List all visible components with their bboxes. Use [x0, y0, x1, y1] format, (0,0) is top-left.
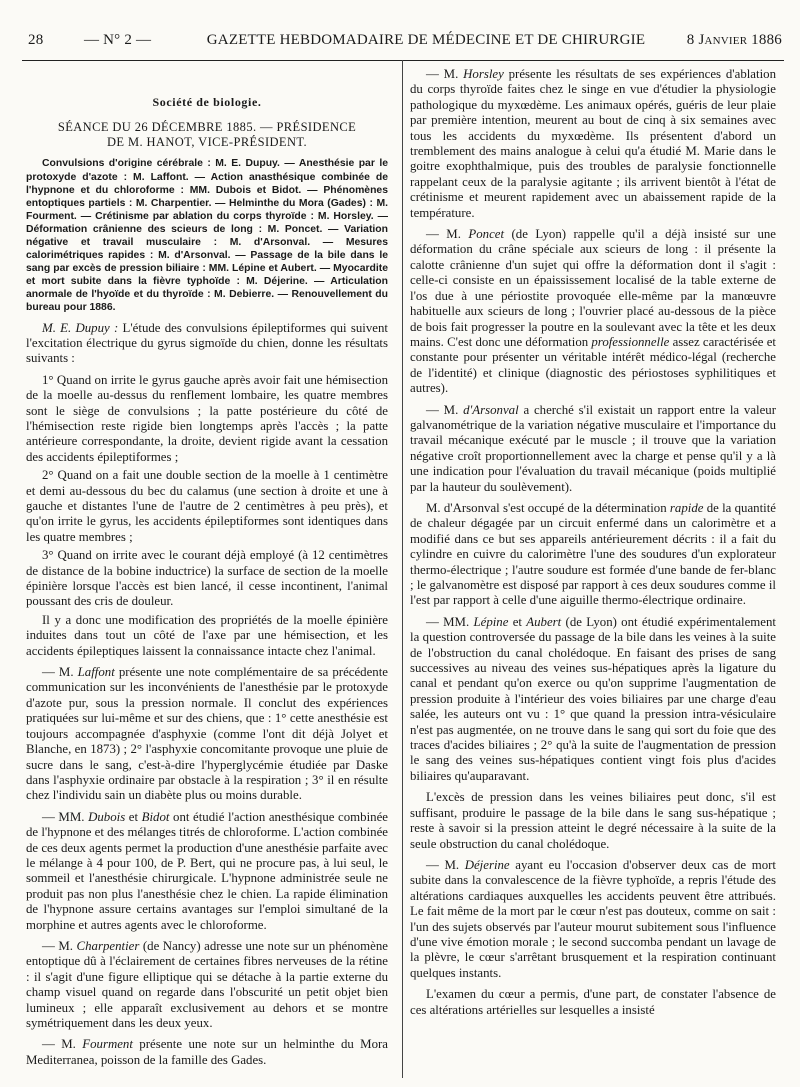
emphasis: professionnelle [591, 334, 670, 349]
conjunction: et [508, 614, 527, 629]
dash-prefix: — M. [42, 665, 78, 680]
paragraph-text: (de Lyon) ont étudié expérimentalement la question controversée du passage de la bile dans les veines à la suite de l'obstruction du canal cholédoque. En faisant des prises de sang successives au niveau des veines sus-hépatiques après la ligature du canal et pendant qu'on exerce ou qu'on supprime l'augmentation de pression produite à l'intérieur des voies biliaires par une charge d'eau salée, les auteurs ont vu : 1° que quand la pression intra-vésiculaire n'est pas augmentée, on ne trouve dans le sang qui sort du foie que des traces d'acides biliaires ; 2° qu'à la suite de l'augmentation de pression le sang des veines sus-hépatiques contient vingt fois plus d'acides biliaires qu'auparavant. [410, 614, 776, 783]
paragraph-conclusion: Il y a donc une modification des propriétés de la moelle épinière induites dans tout un côté de l'axe par une hémisection, et les accidents épileptiques laissent la connaissance intacte chez l'animal. [26, 612, 388, 658]
running-header [22, 28, 784, 61]
author-name: Charpentier [76, 938, 140, 953]
session-heading [26, 120, 388, 150]
dash-prefix: — M. [42, 1037, 83, 1052]
paragraph-arsonval-2 [410, 501, 776, 609]
paragraph-heart-exam: L'examen du cœur a permis, d'une part, de constater l'absence de ces altérations artérielles sur lesquelles a insisté [410, 987, 776, 1017]
dash-prefix: — M. [42, 938, 77, 953]
session-line-2: DE M. HANOT, VICE-PRÉSIDENT. [106, 135, 308, 150]
paragraph-arsonval-1 [410, 403, 776, 495]
conjunction: et [125, 809, 142, 824]
author-name: Dubois [88, 809, 126, 824]
paragraph-text: assez caractérisée et constante pour présenter un véritable intérêt médico-légal (recherche de l'identité) et clinique (diagnostic des périostoses syphilitiques et autres). [410, 334, 776, 396]
session-summary: Convulsions d'origine cérébrale : M. E. Dupuy. — Anesthésie par le protoxyde d'azote : M. Laffont. — Action anasthésique combinée de l'hypnone et du chloroforme : MM. Dubois et Bidot. — Phénomènes entoptiques partiels : M. Charpentier. — Helminthe du Mora (Gades) : M. Fourment. — Crétinisme par ablation du corps thyroïde : M. Horsley. — Déformation crânienne des scieurs de long : M. Poncet. — Variation négative et travail musculaire : M. d'Arsonval. — Mesures calorimétriques rapides : M. d'Arsonval. — Passage de la bile dans le sang par excès de pression biliaire : MM. Lépine et Aubert. — Myocardite et mort subite dans la fièvre typhoïde : M. Déjerine. — Articulation anormale de l'hyoïde et du thyroïde : M. Debierre. — Renouvellement du bureau pour 1886. [26, 158, 388, 314]
dash-prefix: — M. [426, 67, 464, 81]
paragraph-point-1: 1° Quand on irrite le gyrus gauche après avoir fait une hémisection de la moelle au-dessus du renflement lombaire, les quatre membres sont le siège de convulsions ; la patte postérieure du côté de l'hémisection reste rigide bien longtemps après l'accès ; la patte antérieure correspondante, la droite, devient rigide avant la cessation des accidents épileptiformes ; [26, 372, 388, 464]
column-divider [402, 60, 403, 1078]
paragraph-text: (de Lyon) rappelle qu'il a déjà insisté sur une déformation du crâne spéciale aux scieurs de long : il présente la calotte crânienne d'un sujet qui offre la déformation dont il s'agit : celle-ci consiste en un épaississement localisé de la table externe de l'os due à une périostite provoquée elle-même par la manœuvre habituelle aux scieurs de long ; l'ouvrier placé au-dessous de la pièce de bois fait progresser la poutre en la soulevant avec la tête et les deux mains. C'est donc une déformation [410, 227, 776, 349]
emphasis: rapide [669, 500, 704, 515]
paragraph-lepine-aubert [410, 615, 776, 784]
session-line-1: SÉANCE DU 26 DÉCEMBRE 1885. — PRÉSIDENCE [57, 120, 357, 135]
paragraph-point-3: 3° Quand on irrite avec le courant déjà employé (à 12 centimètres de distance de la bobine inductrice) la surface de section de la moelle épinière lorsque l'accès est bien lancé, il cesse incontinent, l'animal poussant des cris de douleur. [26, 548, 388, 609]
author-name: M. E. Dupuy : [42, 320, 119, 335]
paragraph-text: présente une note sur un helminthe du Mora Mediterranea, poisson de la famille des Gades. [26, 1037, 388, 1067]
paragraph-bile-pressure: L'excès de pression dans les veines biliaires peut donc, s'il est suffisant, produire le passage de la bile dans le sang sus-hépatique ; reste à savoir si la pression atteint le degré nécessaire à la suite de la seule obstruction du canal cholédoque. [410, 790, 776, 851]
section-title: Société de biologie. [152, 95, 262, 109]
paragraph-charpentier [26, 939, 388, 1031]
paragraph-text: de la quantité de chaleur dégagée par un circuit enfermé dans un calorimètre et a modifié dans ce but ses appareils antérieurement décrits : il a fait du cylindre en cuivre du calorimètre l'une des soudures d'un explorateur thermo-électrique ; l'autre soudure est formée d'une bande de fer-blanc ; le galvanomètre est disposé par rapport à ces deux soudures comme il l'est par rapport à celle d'une aiguille thermo-électrique ordinaire. [410, 500, 776, 608]
paragraph-text: présente une note complémentaire de sa précédente communication sur les inconvénients de l'anesthésie par le protoxyde d'azote pur, sous la pression normale. Il conclut des expériences pratiquées sur lui-même et sur des chiens, que : 1° cette anesthésie est toujours accompagnée d'asphyxie (comme l'ont dit déjà Jolyet et Blanche, en 1873) ; 2° l'asphyxie concomitante provoque une pluie de sucre dans le sang, c'est-à-dire l'hyperglycémie étudiée par Daske dans l'asphyxie ordinaire par obstacle à la respiration ; 3° il en résulte chez l'individu sain un diabète plus ou moins durable. [26, 665, 388, 803]
paragraph-text: a cherché s'il existait un rapport entre la valeur galvanométrique de la variation négative musculaire et l'importance du travail mécanique exécuté par le muscle ; il trouve que la variation négative croît proportionnellement avec la charge et pense qu'il y a là une indication pour l'évaluation du travail mécanique (poids multiplié par la hauteur du soulèvement). [410, 402, 776, 494]
paragraph-poncet [410, 227, 776, 396]
paragraph-laffont [26, 665, 388, 804]
paragraph-fourment [26, 1037, 388, 1068]
author-name: d'Arsonval [463, 402, 519, 417]
author-name: Fourment [82, 1037, 133, 1052]
author-name: Poncet [468, 227, 505, 242]
paragraph-text: M. d'Arsonval s'est occupé de la détermination [426, 500, 670, 515]
paragraph-point-2: 2° Quand on a fait une double section de la moelle à 1 centimètre et demi au-dessous du bec du calamus (une section à droite et une à gauche et distantes l'une de l'autre de 2 centimètres à peu près), et qu'on irrite le gyrus, les accidents épileptiformes sont identiques dans les quatre membres ; [26, 468, 388, 544]
author-name: Lépine [473, 614, 509, 629]
paragraph-dubois-bidot [26, 810, 388, 933]
paragraph-text: présente les résultats de ses expériences d'ablation du corps thyroïde faites chez le singe en vue d'étudier la physiologie pathologique du myxœdème. Les animaux opérés, guéris de leur plaie par première intention, meurent au bout de cinq à six semaines avec tous les accidents du myxœdème. Ils présentent d'abord un tremblement des mains analogue à celui qu'a étudié M. Marie dans le goitre exophthalmique, puis des troubles de paralysie fonctionnelle rappelant ceux de la paralysie agitante ; ils arrivent bientôt à l'état de crétinisme et meurent rapidement avec un abaissement rapide de la température. [410, 67, 776, 220]
dash-prefix: — M. [426, 227, 469, 242]
page-number: 28 [28, 32, 44, 48]
author-name: Laffont [77, 665, 115, 680]
author-name: Horsley [463, 67, 504, 81]
paragraph-text: ont étudié l'action anesthésique combinée de l'hypnone et des mélanges titrés de chloroforme. L'action combinée de ces deux agents permet la production d'une anesthésie parfaite avec le mélange à 4 pour 100, de P. Bert, qui ne procure pas, à lui seul, le sommeil et l'anesthésie chirurgicale. L'hypnone administrée seule ne produit pas non plus l'anesthésie chez le chien. La rapide élimination de l'hypnone assure certains avantages sur l'emploi simultané de la morphine et autres agents avec le chloroforme. [26, 809, 388, 932]
dash-prefix: — M. [426, 857, 465, 872]
paragraph-horsley [410, 67, 776, 221]
paragraph-dejerine [410, 858, 776, 981]
dash-prefix: — MM. [42, 809, 89, 824]
author-name: Aubert [526, 614, 562, 629]
issue-number: — N° 2 — [84, 32, 152, 48]
issue-date: 8 Janvier 1886 [686, 32, 782, 48]
paragraph-dupuy [26, 321, 388, 367]
dash-prefix: — M. [426, 402, 464, 417]
paragraph-text: ayant eu l'occasion d'observer deux cas de mort subite dans la convalescence de la fièvre typhoïde, a repris l'étude des altérations cardiaques auxquelles les accidents peuvent être attribués. Le fait même de la mort par le cœur n'est pas douteux, comme on sait : l'un des sujets observés par l'auteur mourut subitement sous l'influence d'une vive émotion morale ; le second succomba pendant un lavage de la plèvre, le cœur s'arrêtant brusquement et la respiration continuant quelques instants. [410, 857, 776, 980]
right-column [410, 67, 776, 1077]
author-name: Bidot [141, 809, 170, 824]
dash-prefix: — MM. [426, 614, 474, 629]
author-name: Déjerine [464, 857, 510, 872]
paragraph-text: L'étude des convulsions épileptiformes qui suivent l'excitation électrique du gyrus sigmoïde du chien, donne les résultats suivants : [26, 320, 388, 366]
paragraph-text: (de Nancy) adresse une note sur un phénomène entoptique dû à l'éclairement de certaines fibres nerveuses de la rétine : il s'agit d'une figure elliptique qui se détache à la partie externe du champ visuel quand on regarde dans l'obscurité un petit objet bien lumineux ; elle apparaît exclusivement au dehors et se montre symétriquement dans les deux yeux. [26, 938, 388, 1030]
left-column [26, 67, 388, 1077]
journal-title: GAZETTE HEBDOMADAIRE DE MÉDECINE ET DE CHIRURGIE [206, 32, 646, 48]
